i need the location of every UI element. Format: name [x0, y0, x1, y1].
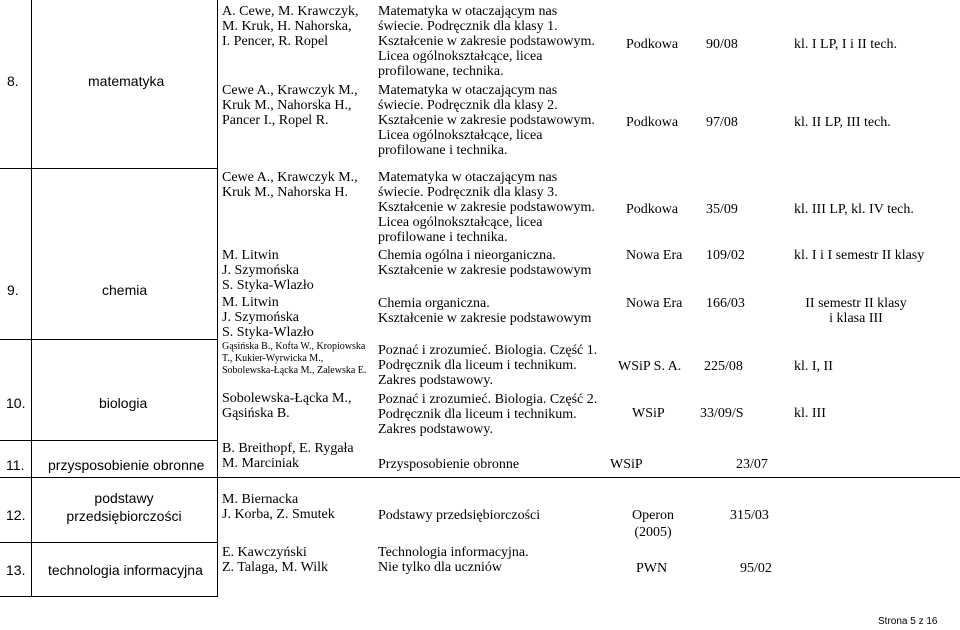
title-cell — [378, 170, 595, 245]
row-border — [0, 477, 960, 478]
authors-cell — [222, 170, 358, 200]
author-line: S. Styka-Wlazło — [222, 325, 314, 340]
author-line: Gąsińska B. — [222, 406, 290, 421]
title-line: świecie. Podręcznik dla klasy 3. — [378, 185, 558, 200]
author-line: M. Litwin — [222, 248, 279, 263]
authors-cell — [222, 295, 314, 340]
title-cell — [378, 545, 529, 575]
title-line: Kształcenie w zakresie podstawowym — [378, 263, 592, 278]
author-line: Sobolewska-Łącka M., Zalewska E. — [222, 365, 367, 376]
classes-cell: kl. III — [794, 406, 826, 421]
author-line: Cewe A., Krawczyk M., — [222, 170, 358, 185]
author-line: E. Kawczyński — [222, 545, 307, 560]
classes-line: i klasa III — [829, 311, 883, 326]
subject-cell: matematyka — [88, 73, 165, 89]
classes-line: II semestr II klasy — [805, 296, 907, 311]
title-line: Licea ogólnokształcące, licea — [378, 215, 543, 230]
title-line: Matematyka w otaczającym nas — [378, 83, 558, 98]
title-line: Kształcenie w zakresie podstawowym. — [378, 34, 595, 49]
title-cell — [378, 392, 597, 437]
author-line: I. Pencer, R. Ropel — [222, 34, 328, 49]
author-line: T., Kukier-Wyrwicka M., — [222, 353, 324, 364]
row-number: 13. — [6, 562, 26, 578]
page-number: Strona 5 z 16 — [878, 616, 938, 627]
publisher-cell — [622, 508, 684, 540]
classes-cell: kl. I LP, I i II tech. — [794, 37, 898, 52]
authors-cell — [222, 4, 358, 49]
approval-number-cell: 35/09 — [706, 202, 738, 217]
title-line: Chemia ogólna i nieorganiczna. — [378, 248, 556, 263]
title-cell: Podstawy przedsiębiorczości — [378, 508, 541, 523]
classes-cell — [794, 296, 918, 326]
title-line: Matematyka w otaczającym nas — [378, 4, 558, 19]
authors-cell — [222, 83, 358, 128]
approval-number-cell: 109/02 — [706, 248, 745, 263]
subject-cell — [64, 491, 184, 524]
publisher-cell: Nowa Era — [626, 296, 683, 311]
title-line: Matematyka w otaczającym nas — [378, 170, 558, 185]
row-border — [0, 440, 218, 441]
approval-number-cell: 33/09/S — [700, 406, 744, 421]
classes-cell: kl. I, II — [794, 359, 833, 374]
author-line: Pancer I., Ropel R. — [222, 113, 329, 128]
author-line: Kruk M., Nahorska H. — [222, 185, 348, 200]
row-border — [0, 596, 218, 597]
publisher-cell: WSiP — [632, 406, 665, 421]
publisher-cell: Podkowa — [626, 37, 679, 52]
publisher-cell: Nowa Era — [626, 248, 683, 263]
row-number: 9. — [7, 282, 19, 298]
author-line: M. Kruk, H. Nahorska, — [222, 19, 352, 34]
authors-cell — [222, 341, 366, 377]
publisher-line: (2005) — [634, 525, 672, 540]
approval-number-cell: 225/08 — [704, 359, 743, 374]
title-cell — [378, 83, 595, 158]
author-line: M. Marciniak — [222, 456, 299, 471]
author-line: J. Korba, Z. Smutek — [222, 507, 335, 522]
subject-cell: biologia — [99, 395, 148, 411]
title-line: Kształcenie w zakresie podstawowym. — [378, 200, 595, 215]
authors-cell — [222, 248, 314, 293]
subject-cell: chemia — [102, 282, 148, 298]
author-line: Gąsińska B., Kofta W., Kropiowska — [222, 341, 366, 352]
publisher-line: Operon — [632, 508, 674, 523]
title-cell — [378, 4, 595, 79]
row-border — [0, 542, 218, 543]
author-line: M. Biernacka — [222, 492, 299, 507]
title-cell — [378, 343, 597, 388]
title-line: Zakres podstawowy. — [378, 422, 493, 437]
author-line: Z. Talaga, M. Wilk — [222, 560, 329, 575]
authors-cell — [222, 391, 351, 421]
author-line: J. Szymońska — [222, 310, 299, 325]
subject-cell: technologia informacyjna — [48, 562, 203, 578]
title-cell — [378, 296, 591, 326]
author-line: M. Litwin — [222, 295, 279, 310]
author-line: A. Cewe, M. Krawczyk, — [222, 4, 359, 19]
authors-cell — [222, 545, 328, 575]
publisher-cell: PWN — [636, 561, 668, 576]
row-number: 11. — [6, 457, 25, 473]
author-line: S. Styka-Wlazło — [222, 278, 314, 293]
title-line: świecie. Podręcznik dla klasy 2. — [378, 98, 558, 113]
title-line: Poznać i zrozumieć. Biologia. Część 2. — [378, 392, 598, 407]
title-line: Kształcenie w zakresie podstawowym. — [378, 113, 595, 128]
publisher-cell: WSiP S. A. — [618, 359, 682, 374]
title-line: Poznać i zrozumieć. Biologia. Część 1. — [378, 343, 598, 358]
author-line: Kruk M., Nahorska H., — [222, 98, 352, 113]
subject-cell: przysposobienie obronne — [48, 457, 205, 473]
title-line: Nie tylko dla uczniów — [378, 560, 503, 575]
classes-cell: kl. II LP, III tech. — [794, 115, 891, 130]
title-line: Licea ogólnokształcące, licea — [378, 128, 543, 143]
row-number: 8. — [7, 73, 19, 89]
title-line: świecie. Podręcznik dla klasy 1. — [378, 19, 558, 34]
title-line: profilowane i technika. — [378, 230, 508, 245]
publisher-cell: Podkowa — [626, 115, 679, 130]
classes-cell: kl. III LP, kl. IV tech. — [794, 202, 914, 217]
classes-cell: kl. I i I semestr II klasy — [794, 248, 925, 263]
title-cell — [378, 248, 591, 278]
approval-number-cell: 90/08 — [706, 37, 738, 52]
approval-number-cell: 166/03 — [706, 296, 745, 311]
author-line: B. Breithopf, E. Rygała — [222, 441, 354, 456]
row-number: 10. — [6, 395, 26, 411]
title-cell: Przysposobienie obronne — [378, 457, 520, 472]
title-line: Podręcznik dla liceum i technikum. — [378, 358, 577, 373]
approval-number-cell: 23/07 — [736, 457, 768, 472]
title-line: Technologia informacyjna. — [378, 545, 529, 560]
publisher-cell: WSiP — [610, 457, 643, 472]
author-line: J. Szymońska — [222, 263, 299, 278]
authors-cell — [222, 492, 335, 522]
title-line: Zakres podstawowy. — [378, 373, 493, 388]
publisher-cell: Podkowa — [626, 202, 679, 217]
subject-line: przedsiębiorczości — [66, 508, 182, 524]
title-line: profilowane i technika. — [378, 143, 508, 158]
approval-number-cell: 95/02 — [740, 561, 772, 576]
author-line: Cewe A., Krawczyk M., — [222, 83, 358, 98]
title-line: Kształcenie w zakresie podstawowym — [378, 311, 592, 326]
title-line: Chemia organiczna. — [378, 296, 490, 311]
author-line: Sobolewska-Łącka M., — [222, 391, 352, 406]
approval-number-cell: 315/03 — [730, 508, 769, 523]
column-border — [31, 0, 32, 597]
subject-line: podstawy — [94, 490, 154, 506]
approval-number-cell: 97/08 — [706, 115, 738, 130]
column-border — [217, 0, 218, 597]
row-border — [0, 168, 218, 169]
row-number: 12. — [6, 507, 26, 523]
title-line: Podręcznik dla liceum i technikum. — [378, 407, 577, 422]
row-border — [0, 339, 218, 340]
title-line: profilowane, technika. — [378, 64, 504, 79]
authors-cell — [222, 441, 354, 471]
title-line: Licea ogólnokształcące, licea — [378, 49, 543, 64]
